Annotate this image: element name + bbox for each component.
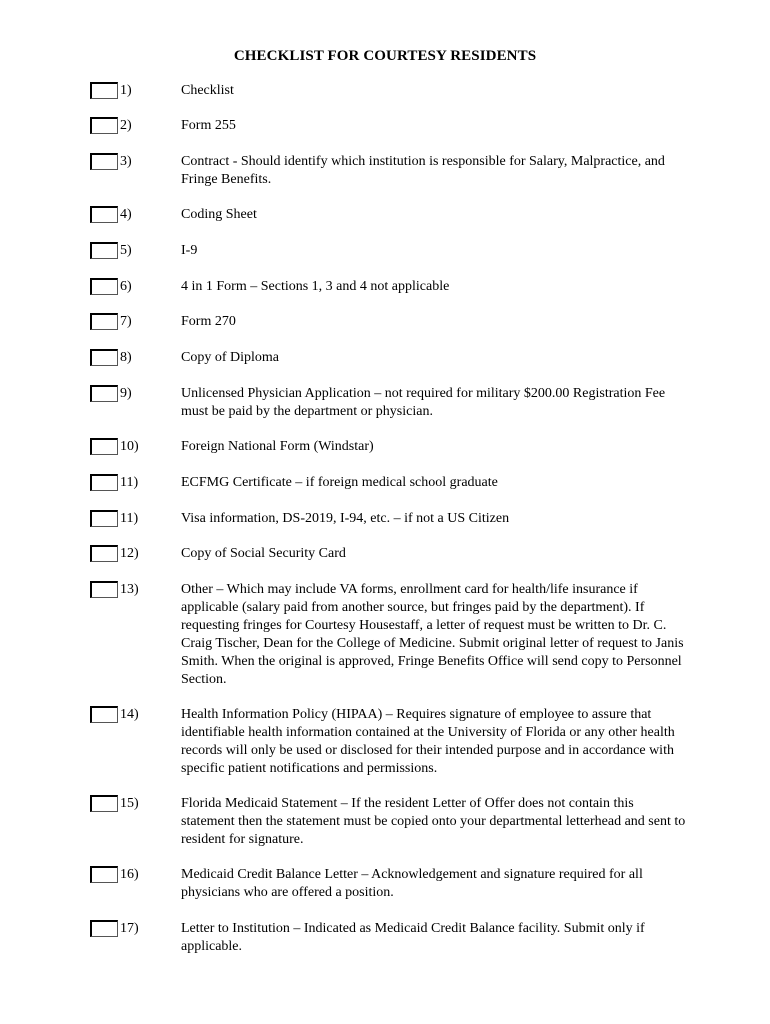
item-text: Form 270: [181, 314, 236, 329]
item-number: 7): [120, 314, 132, 329]
checkbox-9[interactable]: [90, 385, 118, 402]
checkbox-17[interactable]: [90, 920, 118, 937]
item-text: Other – Which may include VA forms, enrollment card for health/life insurance if applicable (salary paid from another source, but fringes paid by the department). If requesting fringes for Courtesy Housestaff, a letter of request must be written to Dr. C. Craig Tischer, Dean for the College of Medicine. Submit original letter of request to Janis Smith. When the original is approved, Fringe Benefits Office will send copy to Personnel Section.: [181, 582, 684, 687]
item-text: Form 255: [181, 118, 236, 133]
item-text: Visa information, DS-2019, I-94, etc. – if not a US Citizen: [181, 511, 510, 526]
item-text: Florida Medicaid Statement – If the resident Letter of Offer does not contain this statement then the statement must be copied onto your departmental letterhead and sent to resident for signature.: [181, 796, 686, 847]
checkbox-13[interactable]: [90, 581, 118, 598]
item-number: 5): [120, 243, 132, 258]
item-text: Health Information Policy (HIPAA) – Requires signature of employee to assure that identifiable health information contained at the University of Florida or any other health records will only be used or disclosed for their intended purpose and in accordance with specific patient notifications and permissions.: [181, 707, 675, 776]
item-number: 14): [120, 707, 139, 722]
item-number: 2): [120, 118, 132, 133]
item-number: 8): [120, 350, 132, 365]
item-text: Medicaid Credit Balance Letter – Acknowledgement and signature required for all physicians who are offered a position.: [181, 867, 643, 900]
item-text: Unlicensed Physician Application – not required for military $200.00 Registration Fee must be paid by the department or physician.: [181, 386, 666, 419]
checkbox-6[interactable]: [90, 278, 118, 295]
item-number: 16): [120, 867, 139, 882]
item-number: 4): [120, 207, 132, 222]
item-number: 1): [120, 83, 132, 98]
item-number: 11): [120, 475, 139, 490]
item-text: Foreign National Form (Windstar): [181, 439, 374, 454]
checkbox-2[interactable]: [90, 117, 118, 134]
checkbox-7[interactable]: [90, 313, 118, 330]
item-number: 11): [120, 511, 139, 526]
item-text: I-9: [181, 243, 198, 258]
checkbox-10[interactable]: [90, 438, 118, 455]
item-text: 4 in 1 Form – Sections 1, 3 and 4 not applicable: [181, 279, 450, 294]
checkbox-5[interactable]: [90, 242, 118, 259]
checkbox-8[interactable]: [90, 349, 118, 366]
item-number: 17): [120, 921, 139, 936]
page-title: CHECKLIST FOR COURTESY RESIDENTS: [233, 48, 537, 64]
checkbox-14[interactable]: [90, 706, 118, 723]
item-number: 12): [120, 546, 139, 561]
checkbox-3[interactable]: [90, 153, 118, 170]
item-text: Letter to Institution – Indicated as Medicaid Credit Balance facility. Submit only if applicable.: [181, 921, 645, 954]
checkbox-4[interactable]: [90, 206, 118, 223]
item-text: ECFMG Certificate – if foreign medical school graduate: [181, 475, 498, 490]
item-number: 10): [120, 439, 139, 454]
item-text: Checklist: [181, 83, 234, 98]
checkbox-11[interactable]: [90, 474, 118, 491]
item-text: Coding Sheet: [181, 207, 257, 222]
checkbox-15[interactable]: [90, 795, 118, 812]
item-number: 3): [120, 154, 132, 169]
item-number: 6): [120, 279, 132, 294]
checkbox-11b[interactable]: [90, 510, 118, 527]
item-number: 13): [120, 582, 139, 597]
item-text: Contract - Should identify which institution is responsible for Salary, Malpractice, and Fringe Benefits.: [181, 154, 665, 187]
item-text: Copy of Diploma: [181, 350, 279, 365]
checkbox-1[interactable]: [90, 82, 118, 99]
checkbox-12[interactable]: [90, 545, 118, 562]
item-number: 9): [120, 386, 132, 401]
checkbox-16[interactable]: [90, 866, 118, 883]
item-text: Copy of Social Security Card: [181, 546, 346, 561]
item-number: 15): [120, 796, 139, 811]
